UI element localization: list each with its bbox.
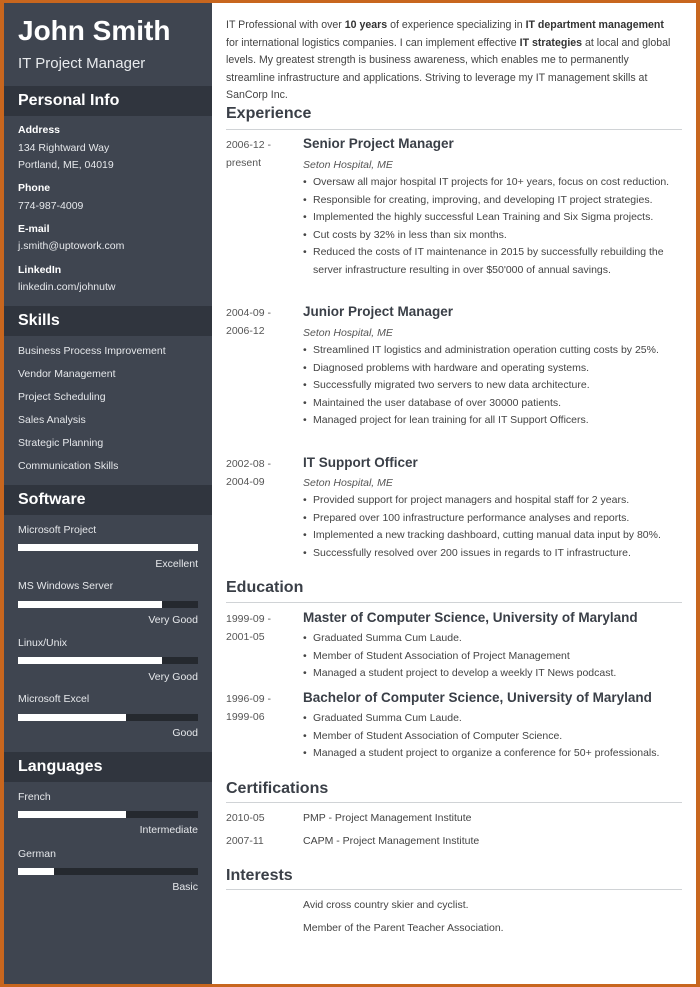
resume-page <box>4 3 696 984</box>
software-proficiency-bar <box>18 714 198 721</box>
list-item: • Managed a student project to organize a conference for 50+ professionals. <box>303 745 683 763</box>
certification-name: PMP - Project Management Institute <box>303 812 472 824</box>
education-date-start: 1996-09 - <box>226 693 271 705</box>
degree-title: Bachelor of Computer Science, University of Maryland <box>303 690 652 705</box>
address-label: Address <box>18 124 61 136</box>
job-date-end: 2004-09 <box>226 476 265 488</box>
email-link[interactable]: j.smith@uptowork.com <box>18 240 125 252</box>
language-proficiency-bar <box>18 868 198 875</box>
skill-item: Vendor Management <box>18 368 116 380</box>
job-bullets <box>303 342 683 430</box>
linkedin-link[interactable]: linkedin.com/johnutw <box>18 281 116 293</box>
language-level: Basic <box>172 881 198 893</box>
degree-title: Master of Computer Science, University of Maryland <box>303 610 638 625</box>
software-proficiency-bar <box>18 657 198 664</box>
list-item: • Implemented a new tracking dashboard, cutting manual data input by 80%. <box>303 527 683 545</box>
job-title: IT Support Officer <box>303 455 418 470</box>
skill-item: Sales Analysis <box>18 414 86 426</box>
list-item: • Reduced the costs of IT maintenance in 2015 by successfully rebuilding the server infrastructure resulting in over $50'000 of annual savings. <box>303 244 683 279</box>
skill-item: Communication Skills <box>18 460 119 472</box>
list-item: • Graduated Summa Cum Laude. <box>303 630 683 648</box>
education-heading: Education <box>226 579 304 596</box>
language-name: French <box>18 791 51 803</box>
software-name: Microsoft Excel <box>18 693 90 705</box>
education-bullets <box>303 630 683 683</box>
skills-heading: Skills <box>4 306 212 336</box>
main-content <box>212 3 696 984</box>
sidebar <box>4 3 212 984</box>
list-item: • Maintained the user database of over 30000 patients. <box>303 395 683 413</box>
interests-heading: Interests <box>226 867 293 884</box>
divider <box>226 129 682 130</box>
job-date-end: 2006-12 <box>226 325 265 337</box>
proficiency-fill <box>18 657 162 664</box>
certification-date: 2007-11 <box>226 835 264 847</box>
software-proficiency-bar <box>18 601 198 608</box>
list-item: • Provided support for project managers and hospital staff for 2 years. <box>303 492 683 510</box>
address-line2: Portland, ME, 04019 <box>18 159 114 171</box>
job-date-start: 2002-08 - <box>226 458 271 470</box>
list-item: • Oversaw all major hospital IT projects for 10+ years, focus on cost reduction. <box>303 174 683 192</box>
job-organization: Seton Hospital, ME <box>303 159 393 171</box>
proficiency-fill <box>18 811 126 818</box>
software-name: Linux/Unix <box>18 637 68 649</box>
software-level: Good <box>172 727 198 739</box>
list-item: • Member of Student Association of Computer Science. <box>303 728 683 746</box>
summary-text: of experience specializing in <box>387 19 526 31</box>
education-date-end: 2001-05 <box>226 631 265 643</box>
list-item: • Managed a student project to develop a weekly IT News podcast. <box>303 665 683 683</box>
job-bullets <box>303 174 683 279</box>
education-date-start: 1999-09 - <box>226 613 271 625</box>
list-item: • Successfully resolved over 200 issues in regards to IT infrastructure. <box>303 545 683 563</box>
job-bullets <box>303 492 683 562</box>
proficiency-fill <box>18 544 198 551</box>
language-name: German <box>18 848 56 860</box>
proficiency-fill <box>18 601 162 608</box>
software-name: Microsoft Project <box>18 524 97 536</box>
personal-info-heading: Personal Info <box>4 86 212 116</box>
list-item: • Diagnosed problems with hardware and operating systems. <box>303 360 683 378</box>
education-bullets <box>303 710 683 763</box>
job-organization: Seton Hospital, ME <box>303 477 393 489</box>
email-label: E-mail <box>18 223 50 235</box>
language-level: Intermediate <box>139 824 198 836</box>
software-heading: Software <box>4 485 212 515</box>
linkedin-label: LinkedIn <box>18 264 62 276</box>
certification-date: 2010-05 <box>226 812 265 824</box>
proficiency-fill <box>18 714 126 721</box>
divider <box>226 602 682 603</box>
list-item: • Graduated Summa Cum Laude. <box>303 710 683 728</box>
software-name: MS Windows Server <box>18 580 114 592</box>
person-name: John Smith <box>18 15 171 46</box>
summary-bold: 10 years <box>344 19 388 31</box>
phone-value: 774-987-4009 <box>18 200 84 212</box>
summary-text: at local and global levels. My greatest strength is business awareness, which enables me to permanently streamline infrastructure and applications. Striving to leverage my IT management skills at SanCorp Inc. <box>226 36 671 101</box>
address-line1: 134 Rightward Way <box>18 142 110 154</box>
software-proficiency-bar <box>18 544 198 551</box>
experience-heading: Experience <box>226 105 312 122</box>
divider <box>226 802 682 803</box>
job-date-end: present <box>226 157 262 169</box>
divider <box>226 889 682 890</box>
person-role: IT Project Manager <box>18 55 146 72</box>
software-level: Very Good <box>148 614 198 626</box>
list-item: • Responsible for creating, improving, and developing IT project strategies. <box>303 192 683 210</box>
list-item: • Implemented the highly successful Lean Training and Six Sigma projects. <box>303 209 683 227</box>
job-organization: Seton Hospital, ME <box>303 327 393 339</box>
certification-name: CAPM - Project Management Institute <box>303 835 480 847</box>
language-proficiency-bar <box>18 811 198 818</box>
list-item: • Successfully migrated two servers to new data architecture. <box>303 377 683 395</box>
summary-text: for international logistics companies. I can implement effective <box>226 36 520 49</box>
certifications-heading: Certifications <box>226 780 329 797</box>
languages-heading: Languages <box>4 752 212 782</box>
software-level: Very Good <box>148 671 198 683</box>
list-item: • Streamlined IT logistics and administration operation cutting costs by 25%. <box>303 342 683 360</box>
skill-item: Strategic Planning <box>18 437 104 449</box>
interest-item: Avid cross country skier and cyclist. <box>303 899 469 911</box>
summary-bold: IT department management <box>525 19 664 31</box>
list-item: • Member of Student Association of Project Management <box>303 648 683 666</box>
list-item: • Cut costs by 32% in less than six months. <box>303 227 683 245</box>
interest-item: Member of the Parent Teacher Association. <box>303 922 504 934</box>
education-date-end: 1999-06 <box>226 711 265 723</box>
job-date-start: 2004-09 - <box>226 307 271 319</box>
summary-paragraph <box>226 17 678 105</box>
list-item: • Prepared over 100 infrastructure performance analyses and reports. <box>303 510 683 528</box>
software-level: Excellent <box>155 558 198 570</box>
summary-text: IT Professional with over <box>226 19 345 31</box>
proficiency-fill <box>18 868 54 875</box>
job-title: Junior Project Manager <box>303 304 454 319</box>
skill-item: Business Process Improvement <box>18 345 166 357</box>
summary-bold: IT strategies <box>519 36 583 49</box>
list-item: • Managed project for lean training for all IT Support Officers. <box>303 412 683 430</box>
job-date-start: 2006-12 - <box>226 139 271 151</box>
phone-label: Phone <box>18 182 51 194</box>
skill-item: Project Scheduling <box>18 391 106 403</box>
job-title: Senior Project Manager <box>303 136 454 151</box>
